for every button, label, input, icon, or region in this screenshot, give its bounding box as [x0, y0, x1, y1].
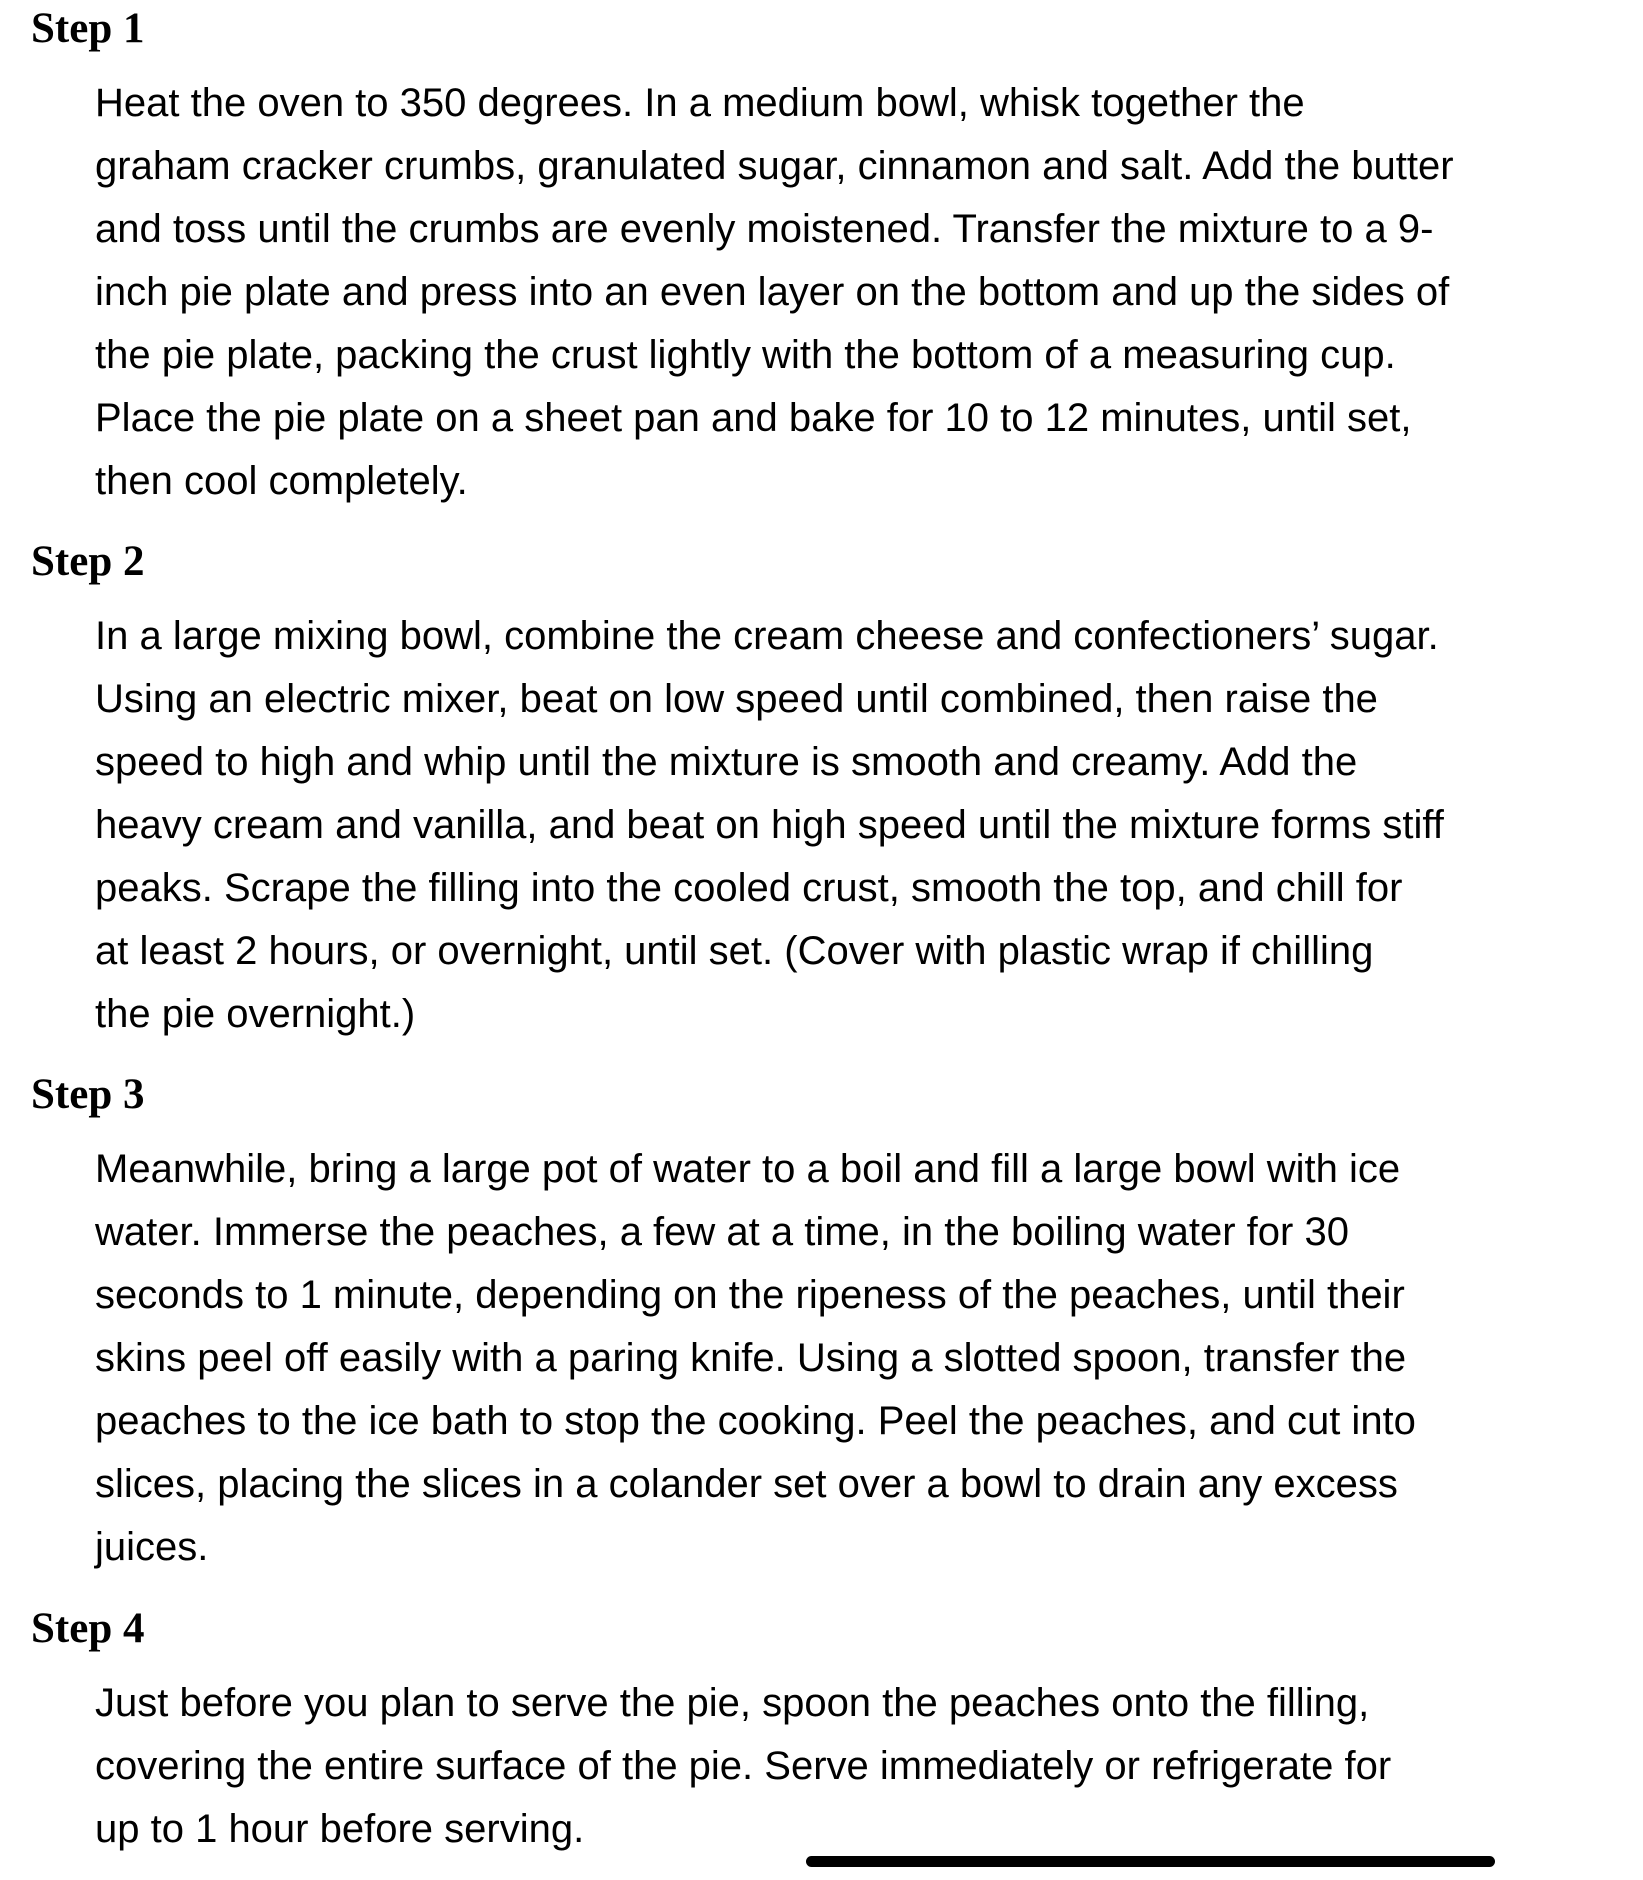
step-2-heading: Step 2	[31, 538, 145, 585]
step-2-line: In a large mixing bowl, combine the cream cheese and confectioners’ sugar.	[95, 614, 1439, 658]
step-3-line: slices, placing the slices in a colander set over a bowl to drain any excess	[95, 1462, 1398, 1506]
step-1-heading: Step 1	[31, 5, 145, 52]
step-3-line: Meanwhile, bring a large pot of water to a boil and fill a large bowl with ice	[95, 1147, 1401, 1191]
step-3-line: skins peel off easily with a paring knife. Using a slotted spoon, transfer the	[95, 1336, 1407, 1380]
step-4-text	[95, 1672, 1640, 1861]
step-2-line: peaks. Scrape the filling into the cooled crust, smooth the top, and chill for	[95, 866, 1403, 910]
step-1-line: then cool completely.	[95, 459, 468, 503]
step-1-text	[95, 72, 1640, 513]
step-1-line: the pie plate, packing the crust lightly with the bottom of a measuring cup.	[95, 333, 1396, 377]
step-2-text	[95, 605, 1640, 1046]
step-1-line: and toss until the crumbs are evenly moistened. Transfer the mixture to a 9-	[95, 207, 1434, 251]
step-2-line: at least 2 hours, or overnight, until set. (Cover with plastic wrap if chilling	[95, 929, 1374, 973]
step-2-line: heavy cream and vanilla, and beat on high speed until the mixture forms stiff	[95, 803, 1444, 847]
step-4-line: covering the entire surface of the pie. Serve immediately or refrigerate for	[95, 1744, 1392, 1788]
step-2-line: the pie overnight.)	[95, 992, 416, 1036]
step-3-heading: Step 3	[31, 1071, 145, 1118]
step-2-line: speed to high and whip until the mixture is smooth and creamy. Add the	[95, 740, 1358, 784]
step-4-heading: Step 4	[31, 1605, 145, 1652]
step-1-line: Place the pie plate on a sheet pan and bake for 10 to 12 minutes, until set,	[95, 396, 1412, 440]
step-3-line: peaches to the ice bath to stop the cooking. Peel the peaches, and cut into	[95, 1399, 1416, 1443]
home-indicator-bar[interactable]	[806, 1856, 1495, 1867]
step-1-line: inch pie plate and press into an even layer on the bottom and up the sides of	[95, 270, 1450, 314]
step-3-text	[95, 1138, 1640, 1579]
step-2-line: Using an electric mixer, beat on low speed until combined, then raise the	[95, 677, 1378, 721]
step-4-line: up to 1 hour before serving.	[95, 1807, 585, 1851]
step-4-line: Just before you plan to serve the pie, spoon the peaches onto the filling,	[95, 1681, 1370, 1725]
step-3-line: water. Immerse the peaches, a few at a time, in the boiling water for 30	[95, 1210, 1349, 1254]
step-1-line: Heat the oven to 350 degrees. In a medium bowl, whisk together the	[95, 81, 1305, 125]
step-1-line: graham cracker crumbs, granulated sugar, cinnamon and salt. Add the butter	[95, 144, 1454, 188]
step-3-line: seconds to 1 minute, depending on the ripeness of the peaches, until their	[95, 1273, 1405, 1317]
step-3-line: juices.	[95, 1525, 209, 1569]
